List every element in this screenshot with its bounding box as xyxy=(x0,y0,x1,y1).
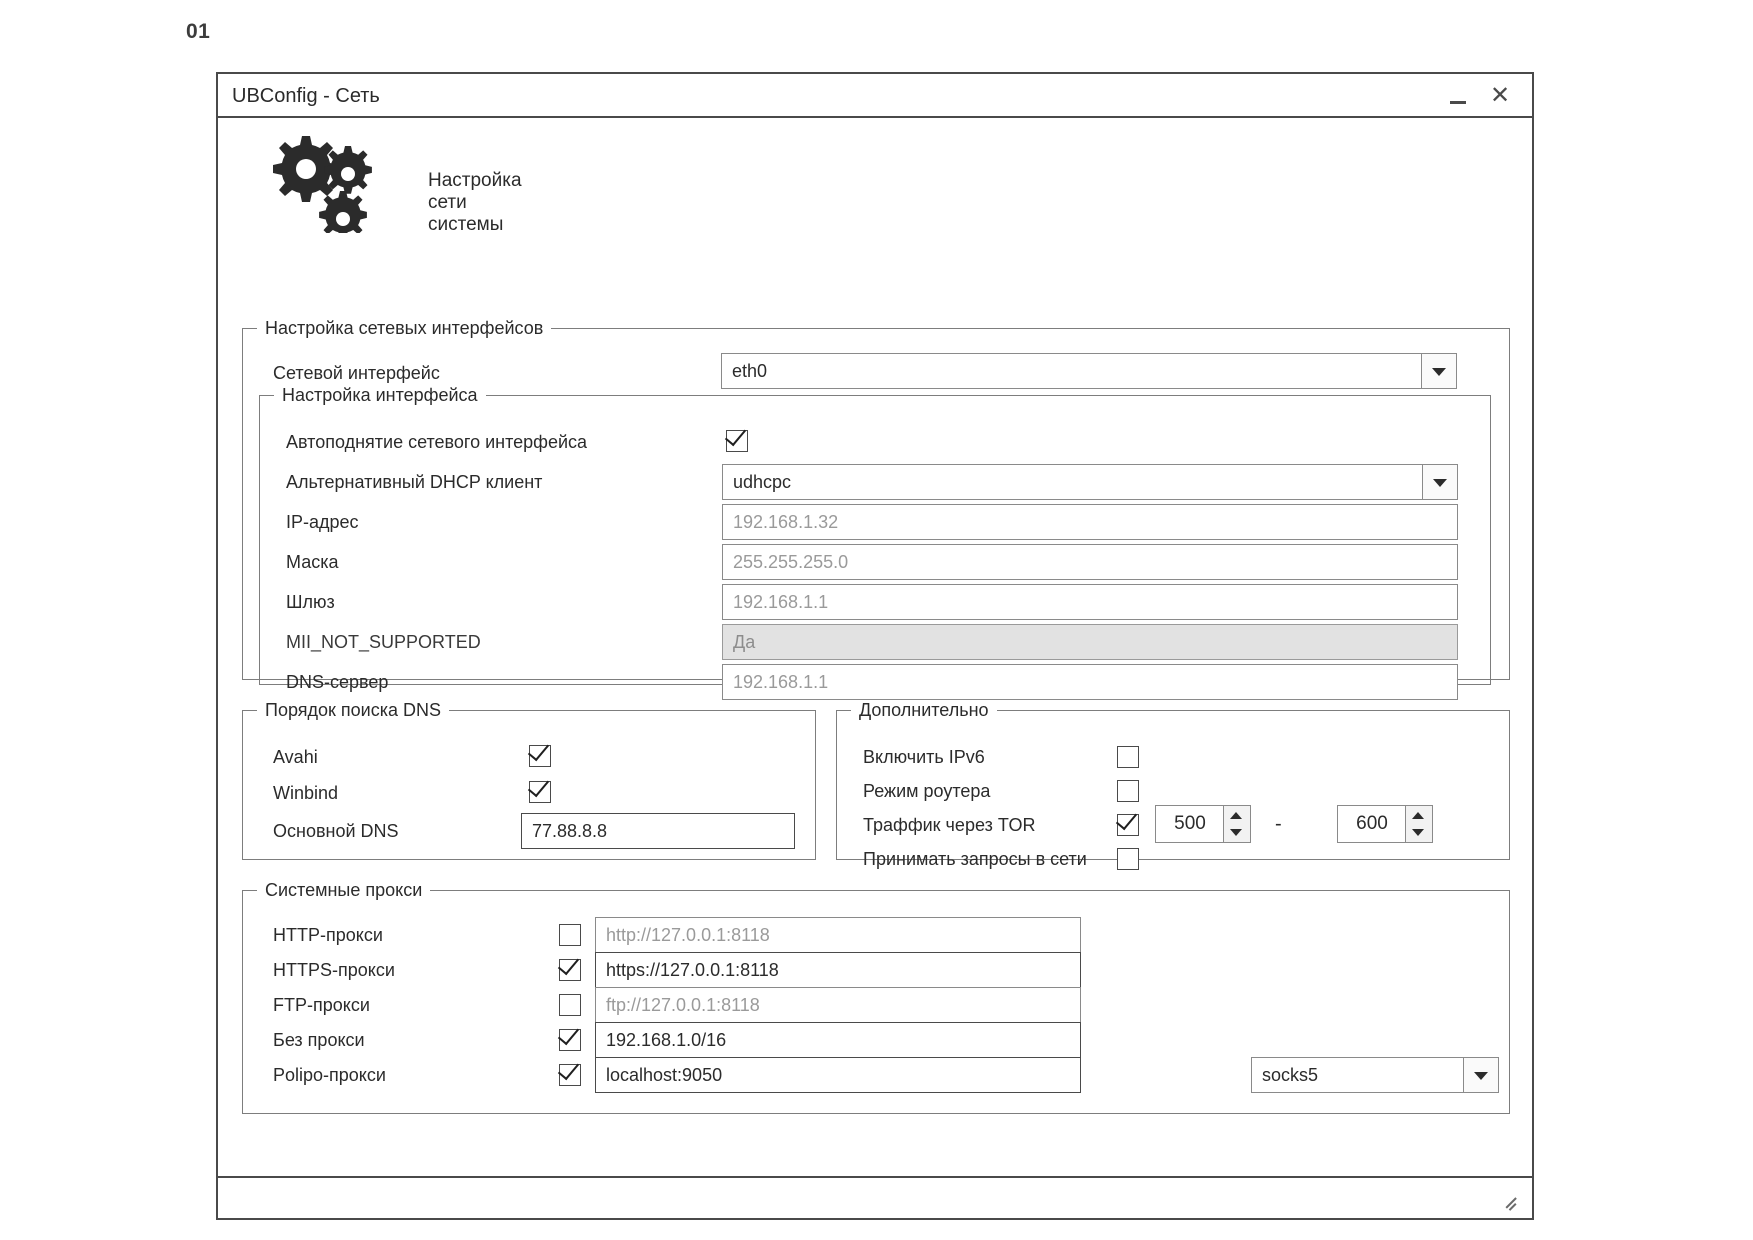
window-titlebar xyxy=(218,74,1532,118)
tor-port-from-stepper[interactable] xyxy=(1155,805,1251,843)
dns-order-group xyxy=(242,700,816,860)
list-item-label: HTTPS-прокси xyxy=(273,960,395,980)
tor-label: Траффик через TOR xyxy=(863,815,1036,835)
main-dns-input[interactable]: 77.88.8.8 xyxy=(521,813,795,849)
autoup-checkbox[interactable] xyxy=(726,430,748,452)
router-mode-label: Режим роутера xyxy=(863,781,991,801)
chevron-down-icon[interactable] xyxy=(1422,465,1457,499)
accept-requests-label: Принимать запросы в сети xyxy=(863,849,1087,869)
ubconfig-window xyxy=(216,72,1534,1220)
gateway-input[interactable]: 192.168.1.1 xyxy=(722,584,1458,620)
list-item-label: Без прокси xyxy=(273,1030,365,1050)
tor-checkbox[interactable] xyxy=(1117,814,1139,836)
list-item-label: FTP-прокси xyxy=(273,995,370,1015)
minimize-icon[interactable] xyxy=(1444,82,1472,110)
interface-settings-group xyxy=(259,385,1491,692)
dns-server-label: DNS-сервер xyxy=(286,672,389,692)
stepper-arrows-icon[interactable] xyxy=(1223,806,1250,842)
tor-range-separator: - xyxy=(1275,813,1282,835)
ipv6-checkbox[interactable] xyxy=(1117,746,1139,768)
http-proxy-checkbox[interactable] xyxy=(559,924,581,946)
interface-select-value: eth0 xyxy=(732,361,768,381)
polipo-type-value: socks5 xyxy=(1262,1065,1319,1085)
accept-requests-checkbox[interactable] xyxy=(1117,848,1139,870)
gears-icon xyxy=(264,128,374,233)
dns-server-input[interactable]: 192.168.1.1 xyxy=(722,664,1458,700)
system-proxy-group xyxy=(242,880,1510,1114)
main-dns-label: Основной DNS xyxy=(273,821,399,841)
extra-group xyxy=(836,700,1510,869)
gateway-label: Шлюз xyxy=(286,592,335,612)
avahi-label: Avahi xyxy=(273,747,318,767)
dns-order-legend: Порядок поиска DNS xyxy=(265,700,441,720)
mii-input: Да xyxy=(722,624,1458,660)
tor-port-from-value: 500 xyxy=(1174,813,1206,834)
avahi-checkbox[interactable] xyxy=(529,745,551,767)
ftp-proxy-checkbox[interactable] xyxy=(559,994,581,1016)
winbind-checkbox[interactable] xyxy=(529,781,551,803)
list-item-label: Polipo-прокси xyxy=(273,1065,386,1085)
chevron-down-icon[interactable] xyxy=(1463,1058,1498,1092)
system-proxy-legend: Системные прокси xyxy=(265,880,423,900)
header-caption: Настройка сети системы xyxy=(428,170,522,235)
ipv6-label: Включить IPv6 xyxy=(863,747,985,767)
status-bar xyxy=(218,1176,1532,1218)
tor-port-to-stepper[interactable] xyxy=(1337,805,1433,843)
dhcp-label: Альтернативный DHCP клиент xyxy=(286,472,543,492)
mask-label: Маска xyxy=(286,552,339,572)
tor-port-to-value: 600 xyxy=(1356,813,1388,834)
no-proxy-input[interactable]: 192.168.1.0/16 xyxy=(595,1022,1081,1058)
extra-legend: Дополнительно xyxy=(859,700,989,720)
ip-input[interactable]: 192.168.1.32 xyxy=(722,504,1458,540)
polipo-proxy-checkbox[interactable] xyxy=(559,1064,581,1086)
ftp-proxy-input[interactable]: ftp://127.0.0.1:8118 xyxy=(595,987,1081,1023)
ip-label: IP-адрес xyxy=(286,512,359,532)
interface-label: Сетевой интерфейс xyxy=(273,363,440,383)
resize-grip-icon[interactable] xyxy=(1502,1190,1522,1210)
close-icon[interactable]: ✕ xyxy=(1489,82,1511,109)
interface-settings-legend: Настройка интерфейса xyxy=(282,385,478,405)
network-interfaces-group xyxy=(242,318,1510,692)
corner-label: 01 xyxy=(186,20,211,43)
polipo-proxy-input[interactable]: localhost:9050 xyxy=(595,1057,1081,1093)
mask-input[interactable]: 255.255.255.0 xyxy=(722,544,1458,580)
chevron-down-icon[interactable] xyxy=(1421,354,1456,388)
autoup-label: Автоподнятие сетевого интерфейса xyxy=(286,432,588,452)
interface-select[interactable] xyxy=(721,353,1457,389)
https-proxy-checkbox[interactable] xyxy=(559,959,581,981)
winbind-label: Winbind xyxy=(273,783,339,803)
router-mode-checkbox[interactable] xyxy=(1117,780,1139,802)
mii-label: MII_NOT_SUPPORTED xyxy=(286,632,481,652)
network-interfaces-legend: Настройка сетевых интерфейсов xyxy=(265,318,544,338)
dhcp-client-value: udhcpc xyxy=(733,472,792,492)
no-proxy-checkbox[interactable] xyxy=(559,1029,581,1051)
list-item-label: HTTP-прокси xyxy=(273,925,383,945)
https-proxy-input[interactable]: https://127.0.0.1:8118 xyxy=(595,952,1081,988)
dhcp-client-select[interactable] xyxy=(722,464,1458,500)
window-title: UBConfig - Сеть xyxy=(232,85,380,107)
http-proxy-input[interactable]: http://127.0.0.1:8118 xyxy=(595,917,1081,953)
stepper-arrows-icon[interactable] xyxy=(1405,806,1432,842)
polipo-type-select[interactable] xyxy=(1251,1057,1499,1093)
